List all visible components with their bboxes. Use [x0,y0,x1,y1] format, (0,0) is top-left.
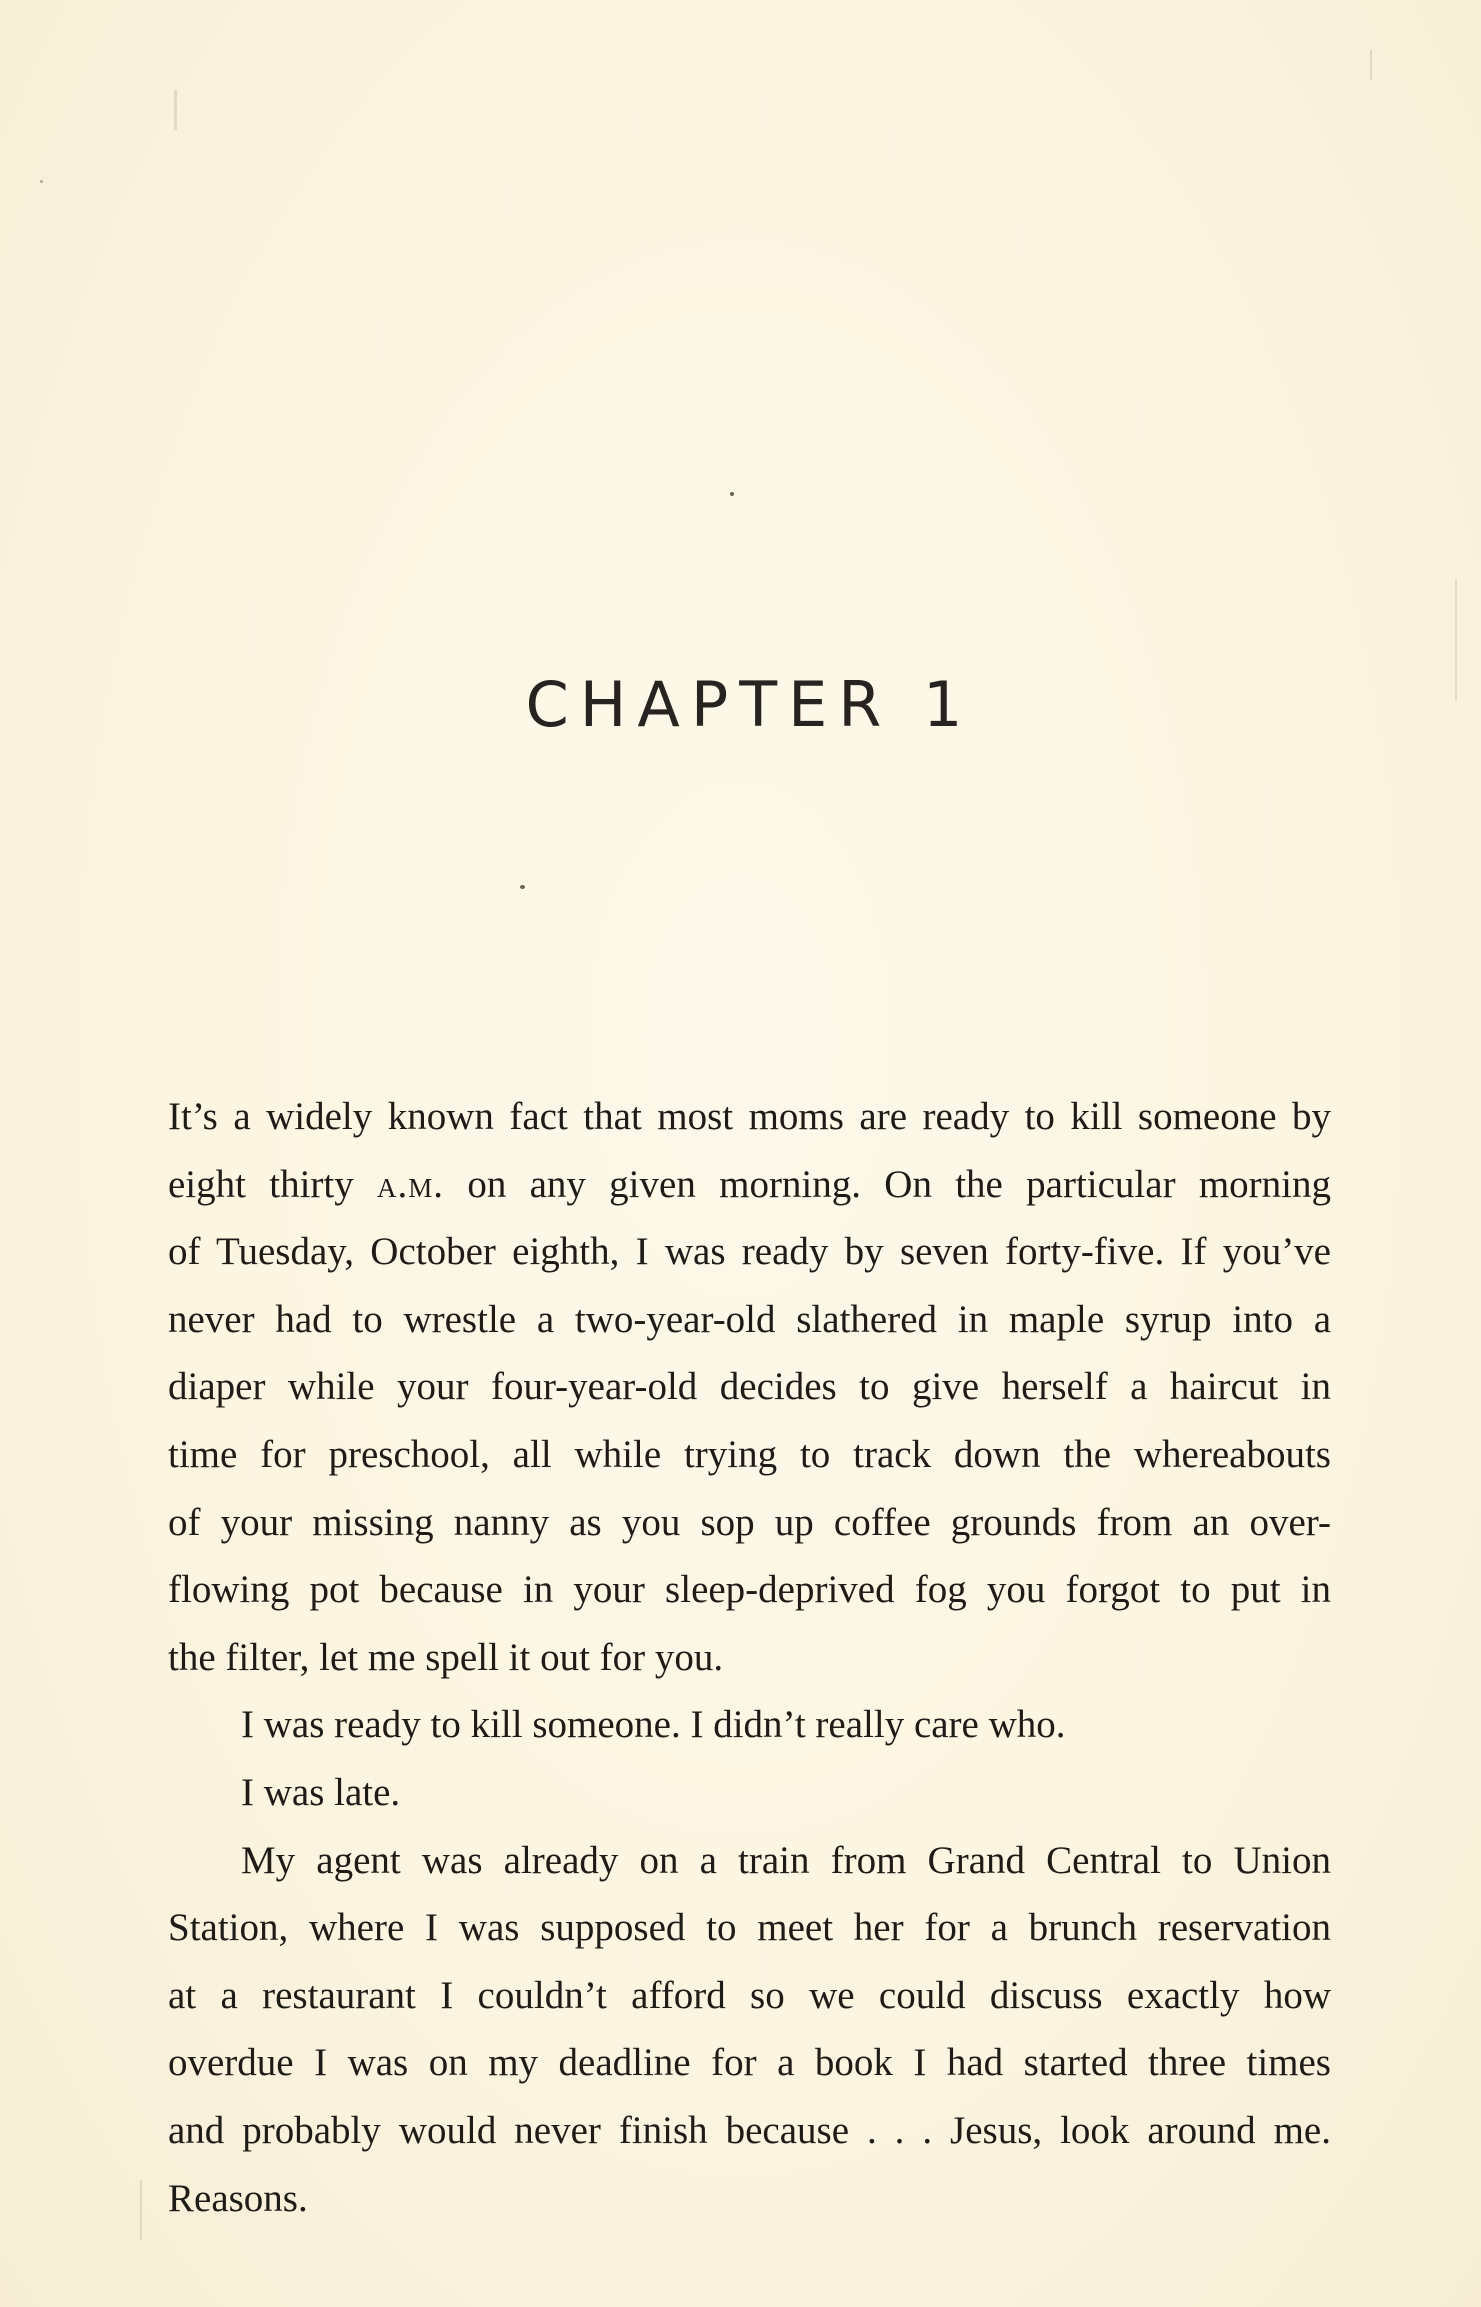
chapter-body [168,1083,1331,2232]
text-line: of your missing nanny as you sop up coffee grounds from an over- [168,1500,1331,1544]
text-line: and probably would never finish because . . . Jesus, look around me. [168,2108,1331,2152]
dust-speck [520,885,525,889]
dust-speck [40,180,43,183]
text-line: never had to wrestle a two-year-old slathered in maple syrup into a [168,1297,1331,1341]
text-line: the filter, let me spell it out for you. [168,1635,724,1679]
chapter-title: CHAPTER 1 [525,668,974,741]
text-line: Reasons. [168,2176,308,2220]
text-line: It’s a widely known fact that most moms are ready to kill someone by [168,1095,1331,1138]
text-line: overdue I was on my deadline for a book I had started three times [168,2041,1331,2085]
text-line: Station, where I was supposed to meet her for a brunch reservation [168,1906,1331,1950]
text-line: diaper while your four-year-old decides to give herself a haircut in [168,1365,1331,1409]
text-line: time for preschool, all while trying to track down the whereabouts [168,1432,1331,1476]
scan-mark [1370,50,1372,80]
text-line: of Tuesday, October eighth, I was ready by seven forty-five. If you’ve [168,1230,1331,1274]
text-line: My agent was already on a train from Grand Central to Union [241,1838,1331,1882]
text-line: at a restaurant I couldn’t afford so we could discuss exactly how [168,1973,1331,2017]
text-line: eight thirty a.m. on any given morning. On the particular morning [168,1162,1331,1206]
scan-mark [140,2180,142,2240]
dust-speck [730,492,734,496]
text-line: I was late. [241,1770,401,1814]
text-line: I was ready to kill someone. I didn’t really care who. [241,1703,1066,1747]
scan-mark [174,90,177,130]
text-line: flowing pot because in your sleep-deprived fog you forgot to put in [168,1568,1331,1612]
